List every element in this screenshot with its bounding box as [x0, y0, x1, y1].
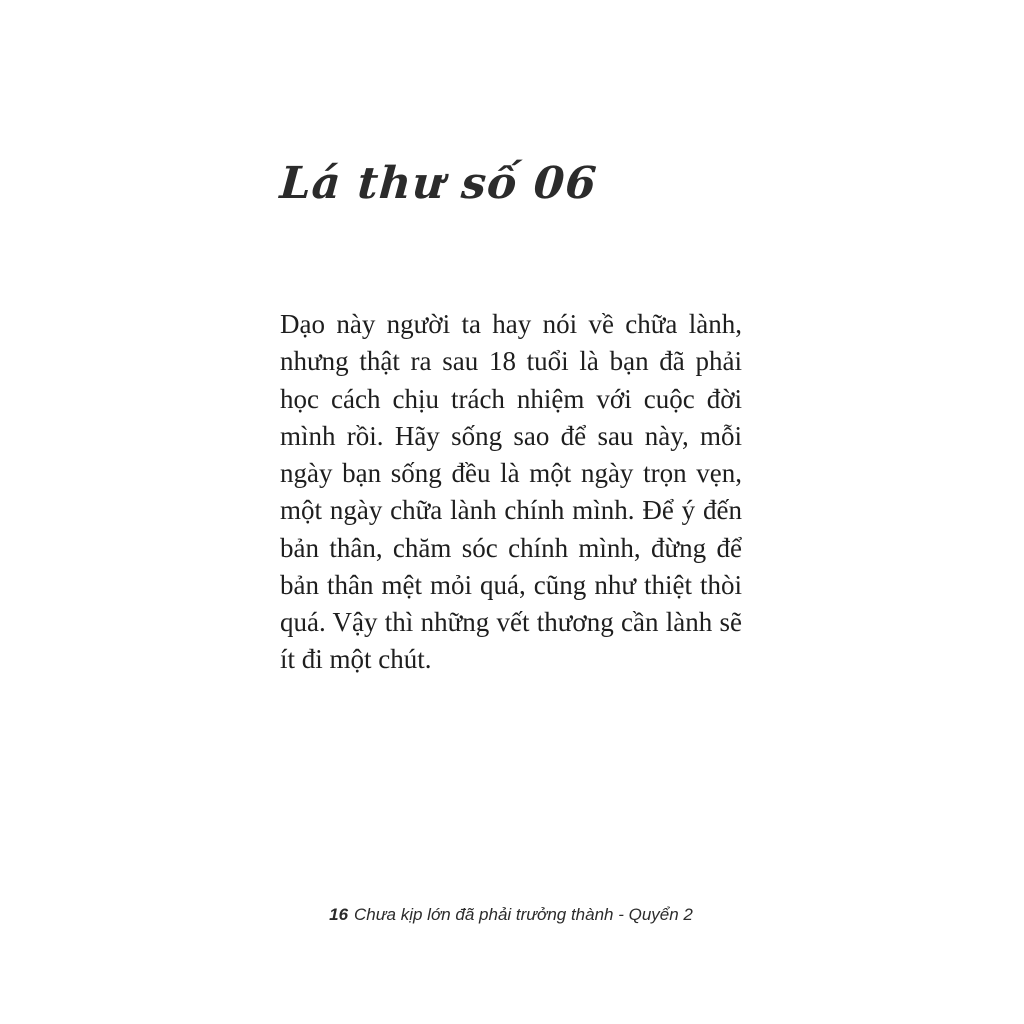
chapter-title: Lá thư số 06 [278, 158, 599, 209]
page-number: 16 [329, 905, 349, 924]
body-paragraph: Dạo này người ta hay nói về chữa lành, nhưng thật ra sau 18 tuổi là bạn đã phải học cách chịu trách nhiệm với cuộc đời mình rồi. Hãy sống sao để sau này, mỗi ngày bạn sống đều là một ngày trọn vẹn, một ngày chữa lành chính mình. Để ý đến bản thân, chăm sóc chính mình, đừng để bản thân mệt mỏi quá, cũng như thiệt thòi quá. Vậy thì những vết thương cần lành sẽ ít đi một chút. [280, 309, 742, 675]
page-footer [280, 905, 742, 925]
book-title: Chưa kịp lớn đã phải trưởng thành - Quyển 2 [354, 905, 693, 924]
